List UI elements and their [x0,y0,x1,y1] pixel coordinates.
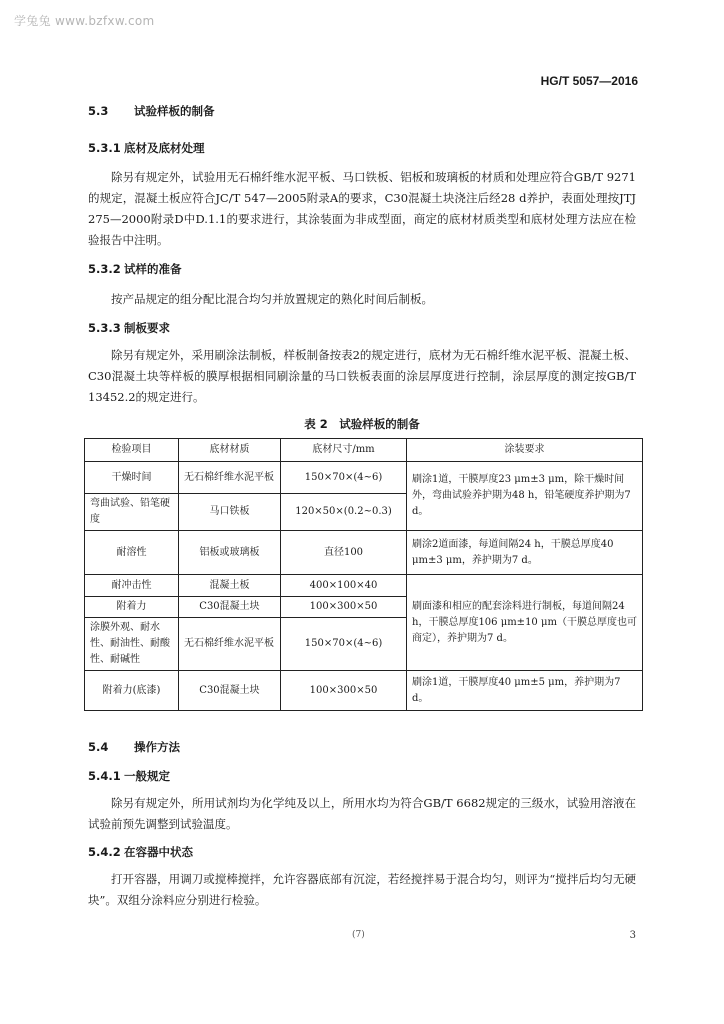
table-cell-item: 附着力(底漆) [85,671,179,711]
table-cell-requirement: 刷面漆和相应的配套涂料进行制板，每道间隔24 h，干膜总厚度106 μm±10 μm（干膜总厚度也可商定），养护期为7 d。 [407,575,643,671]
section-5-4-1-text: 除另有规定外，所用试剂均为化学纯及以上，所用水均为符合GB/T 6682规定的三级水，试验用溶液在试验前预先调整到试验温度。 [88,796,636,831]
table-cell-item: 干燥时间 [85,462,179,494]
table-2 [84,438,643,711]
table-cell-material: 无石棉纤维水泥平板 [179,618,281,671]
section-5-3-2-heading: 5.3.2 试样的准备 [88,262,182,276]
section-5-3-3-text: 除另有规定外，采用刷涂法制板，样板制备按表2的规定进行，底材为无石棉纤维水泥平板、混凝土板、C30混凝土块等样板的膜厚根据相同刷涂量的马口铁板表面的涂层厚度进行控制，涂层厚度的测定按GB/T 13452.2的规定进行。 [88,348,636,404]
standard-number: HG/T 5057—2016 [540,74,638,88]
section-5-4-2-text: 打开容器，用调刀或搅棒搅拌，允许容器底部有沉淀，若经搅拌易于混合均匀，则评为“搅拌后均匀无硬块”。双组分涂料应分别进行检验。 [88,872,636,907]
section-5-3-1-text: 除另有规定外，试验用无石棉纤维水泥平板、马口铁板、铝板和玻璃板的材质和处理应符合GB/T 9271的规定，混凝土板应符合JC/T 547—2005附录A的要求，C30混凝土块浇注后经28 d养护，表面处理按JTJ 275—2000附录D中D.1.1的要求进行，其涂装面为非成型面，商定的底材材质类型和底材处理方法应在检验报告中注明。 [88,170,636,247]
table-cell-size: 150×70×(4~6) [281,462,407,494]
table-cell-material: 铝板或玻璃板 [179,531,281,575]
table-header-row [85,439,643,462]
table-cell-size: 400×100×40 [281,575,407,597]
section-5-3-1-heading: 5.3.1 底材及底材处理 [88,141,205,155]
table-row [85,462,643,494]
page-number: 3 [629,930,636,941]
table-cell-material: 无石棉纤维水泥平板 [179,462,281,494]
table-cell-item: 弯曲试验、铅笔硬度 [85,494,179,531]
section-5-4-2-heading: 5.4.2 在容器中状态 [88,845,193,859]
table-cell-material: C30混凝土块 [179,671,281,711]
table-cell-requirement: 刷涂1道，干膜厚度23 μm±3 μm，除干燥时间外，弯曲试验养护期为48 h，铅笔硬度养护期为7 d。 [407,462,643,531]
section-5-3-heading: 5.3 试验样板的制备 [88,104,215,118]
section-5-4-heading: 5.4 操作方法 [88,740,180,754]
section-5-4-1-heading: 5.4.1 一般规定 [88,769,170,783]
table-header-cell: 涂装要求 [407,439,643,462]
table-cell-size: 150×70×(4~6) [281,618,407,671]
table-2-title: 表 2 试验样板的制备 [304,417,420,431]
table-header-cell: 底材材质 [179,439,281,462]
document-body [88,103,636,911]
section-5-3-2-text: 按产品规定的组分配比混合均匀并放置规定的熟化时间后制板。 [111,292,433,306]
table-cell-requirement: 刷涂1道，干膜厚度40 μm±5 μm，养护期为7 d。 [407,671,643,711]
table-cell-size: 直径100 [281,531,407,575]
table-cell-item: 附着力 [85,597,179,618]
table-row [85,575,643,597]
table-cell-material: C30混凝土块 [179,597,281,618]
table-cell-size: 100×300×50 [281,671,407,711]
footer-marker: (7) [352,930,365,940]
table-cell-requirement: 刷涂2道面漆，每道间隔24 h，干膜总厚度40 μm±3 μm，养护期为7 d。 [407,531,643,575]
table-cell-item: 涂膜外观、耐水性、耐油性、耐酸性、耐碱性 [85,618,179,671]
table-cell-material: 混凝土板 [179,575,281,597]
watermark: 学兔兔 www.bzfxw.com [14,14,155,28]
table-cell-size: 120×50×(0.2~0.3) [281,494,407,531]
table-cell-material: 马口铁板 [179,494,281,531]
table-row [85,531,643,575]
table-header-cell: 底材尺寸/mm [281,439,407,462]
table-cell-item: 耐溶性 [85,531,179,575]
table-row [85,671,643,711]
table-cell-size: 100×300×50 [281,597,407,618]
table-header-cell: 检验项目 [85,439,179,462]
section-5-3-3-heading: 5.3.3 制板要求 [88,321,170,335]
table-cell-item: 耐冲击性 [85,575,179,597]
